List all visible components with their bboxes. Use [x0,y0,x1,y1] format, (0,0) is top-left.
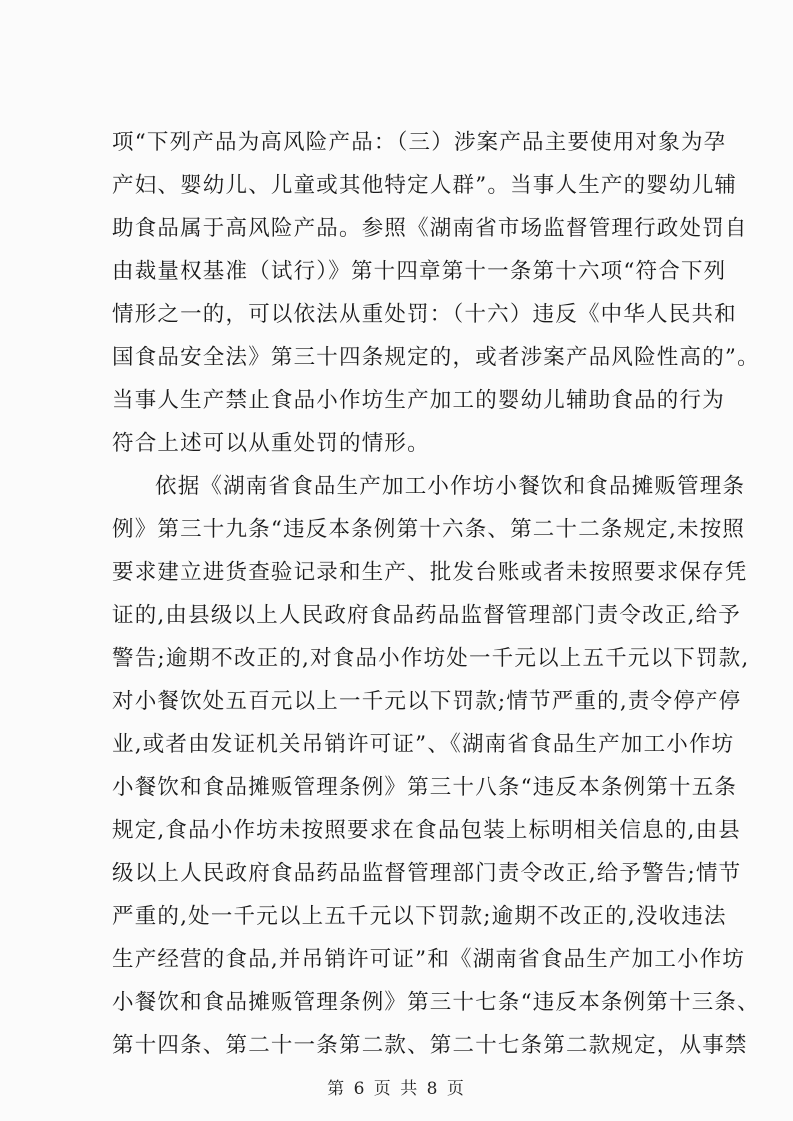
text-line: 级以上人民政府食品药品监督管理部门责令改正,给予警告;情节 [112,861,742,886]
text-line: 规定,食品小作坊未按照要求在食品包装上标明相关信息的,由县 [112,818,741,843]
text-line: 助食品属于高风险产品。参照《湖南省市场监督管理行政处罚自 [112,216,748,241]
text-line: 小餐饮和食品摊贩管理条例》第三十八条“违反本条例第十五条 [112,775,738,800]
text-line: 生产经营的食品,并吊销许可证”和《湖南省食品生产加工小作坊 [112,947,746,972]
text-line: 警告;逾期不改正的,对食品小作坊处一千元以上五千元以下罚款, [112,646,750,671]
text-line: 国食品安全法》第三十四条规定的，或者涉案产品风险性高的”。 [112,345,760,370]
text-line: 符合上述可以从重处罚的情形。 [112,431,430,456]
text-line: 要求建立进货查验记录和生产、批发台账或者未按照要求保存凭 [112,560,748,585]
text-line: 情形之一的，可以依法从重处罚：（十六）违反《中华人民共和 [112,302,737,327]
paragraph-first-line: 依据《湖南省食品生产加工小作坊小餐饮和食品摊贩管理条 [155,474,746,499]
text-line: 小餐饮和食品摊贩管理条例》第三十七条“违反本条例第十三条、 [112,990,760,1015]
text-line: 严重的,处一千元以上五千元以下罚款;逾期不改正的,没收违法 [112,904,727,929]
text-line: 项“下列产品为高风险产品：（三）涉案产品主要使用对象为孕 [112,130,727,155]
text-line: 当事人生产禁止食品小作坊生产加工的婴幼儿辅助食品的行为 [112,388,725,413]
text-line: 对小餐饮处五百元以上一千元以下罚款;情节严重的,责令停产停 [112,689,742,714]
text-line: 证的,由县级以上人民政府食品药品监督管理部门责令改正,给予 [112,603,741,628]
text-line: 第十四条、第二十一条第二款、第二十七条第二款规定，从事禁 [112,1033,748,1058]
text-line: 产妇、婴幼儿、儿童或其他特定人群”。当事人生产的婴幼儿辅 [112,173,738,198]
page-number-footer: 第 6 页 共 8 页 [327,1079,466,1099]
text-line: 例》第三十九条“违反本条例第十六条、第二十二条规定,未按照 [112,517,746,542]
text-line: 业,或者由发证机关吊销许可证”、《湖南省食品生产加工小作坊 [112,732,735,757]
text-line: 由裁量权基准（试行）》第十四章第十一条第十六项“符合下列 [112,259,727,284]
